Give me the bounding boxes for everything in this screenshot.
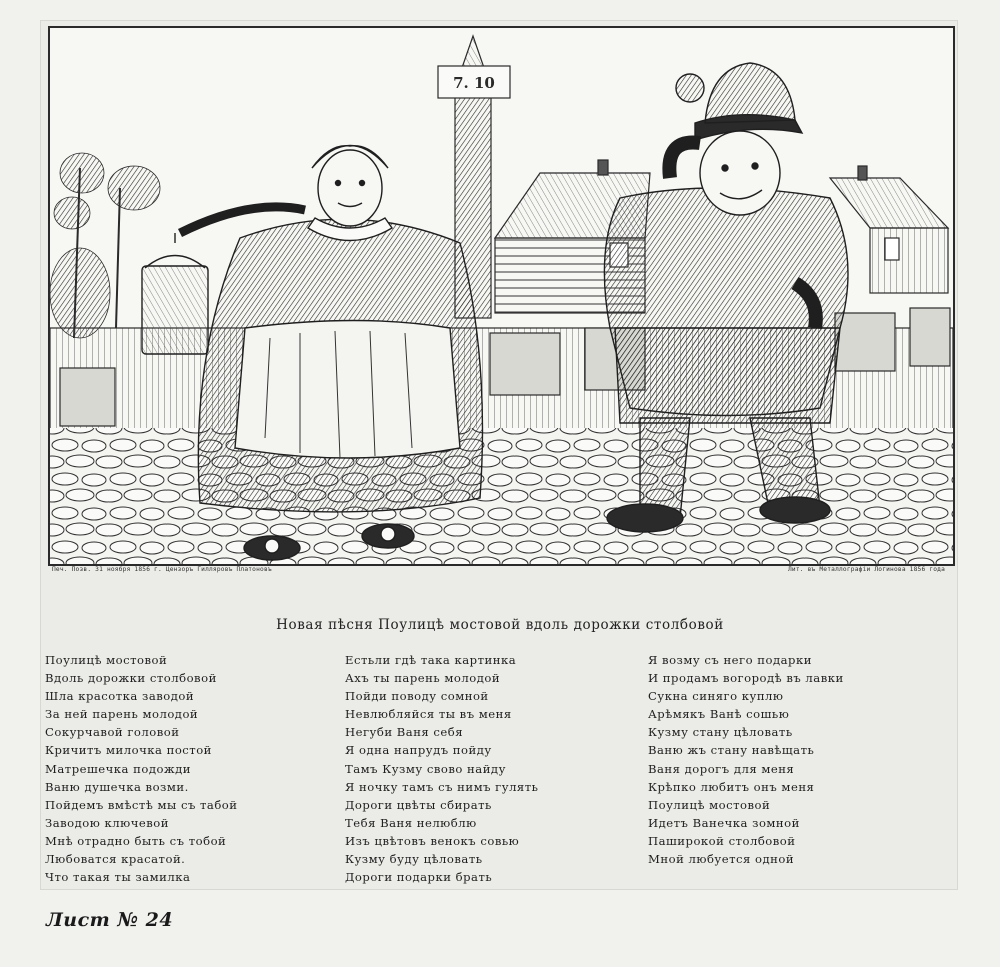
poem-line: Что такая ты замилка <box>45 870 191 885</box>
poem-line: Пойди поводу сомной <box>345 689 489 704</box>
poem-column-2 <box>345 651 538 886</box>
poem-line: Дороги цвѣты сбирать <box>345 797 492 812</box>
poem-line: Тамъ Кузму свово найду <box>345 761 506 776</box>
poem-line: Кузму буду цѣловать <box>345 852 483 867</box>
poem-line: Сокурчавой головой <box>45 725 180 740</box>
poem-title: Новая пѣсня Поулицѣ мостовой вдоль дорожки столбовой <box>276 617 724 633</box>
poem-line: Кузму стану цѣловать <box>648 725 793 740</box>
poem-line: Негуби Ваня себя <box>345 725 464 740</box>
lubok-illustration <box>48 26 955 566</box>
poem-line: Ваню жъ стану навѣщать <box>648 743 815 758</box>
poem-line: Кричитъ милочка постой <box>45 743 212 758</box>
poem-line: Мнѣ отрадно быть съ тобой <box>45 833 227 848</box>
poem-line: Пойдемъ вмѣстѣ мы съ табой <box>45 797 238 812</box>
engraving-drawing <box>50 28 953 564</box>
poem-line: Мной любуется одной <box>648 852 795 867</box>
poem-line: Поулицѣ мостовой <box>648 797 771 812</box>
poem-line: За ней парень молодой <box>45 707 199 722</box>
poem-line: Шла красотка заводой <box>45 689 195 704</box>
poem-column-3 <box>648 651 844 868</box>
poem-line: Ахъ ты парень молодой <box>345 671 501 686</box>
sheet-number-label: Лист № 24 <box>46 909 174 931</box>
post-sign: 7. 10 <box>453 74 495 92</box>
poem-line: И продамъ вогородѣ въ лавки <box>648 671 844 686</box>
poem-line: Арѣмякъ Ванѣ сошью <box>648 707 790 722</box>
poem-column-1 <box>45 651 238 886</box>
poem-line: Матрешечка подожди <box>45 761 191 776</box>
poem-line: Сукна синяго куплю <box>648 689 784 704</box>
poem-line: Дороги подарки брать <box>345 870 493 885</box>
poem-line: Ваню душечка возми. <box>45 779 189 794</box>
poem-line: Крѣпко любитъ онъ меня <box>648 779 815 794</box>
poem-line: Вдоль дорожки столбовой <box>45 671 217 686</box>
printer-imprint: Лит. въ Металлографіи Логинова 1856 года <box>787 566 945 573</box>
poem-line: Ваня дорогъ для меня <box>648 761 795 776</box>
poem-line: Тебя Ваня нелюблю <box>345 815 477 830</box>
censor-imprint: Печ. Позв. 31 ноября 1856 г. Цензоръ Гилляровъ Платоновъ <box>52 566 272 573</box>
poem-line: Невлюбляйся ты въ меня <box>345 707 512 722</box>
poem-line: Изъ цвѣтовъ венокъ совью <box>345 833 520 848</box>
poem-line: Я ночку тамъ съ нимъ гулять <box>345 779 539 794</box>
poem-line: Любоватся красатой. <box>45 852 186 867</box>
poem-line: Я одна напрудъ пойду <box>345 743 492 758</box>
poem-line: Я возму съ него подарки <box>648 653 812 667</box>
poem-line: Поулицѣ мостовой <box>45 653 168 667</box>
poem-line: Естьли гдѣ така картинка <box>345 653 517 667</box>
poem-line: Идетъ Ванечка зомной <box>648 815 800 830</box>
poem-line: Паширокой столбовой <box>648 833 796 848</box>
poem-line: Заводою ключевой <box>45 815 170 830</box>
